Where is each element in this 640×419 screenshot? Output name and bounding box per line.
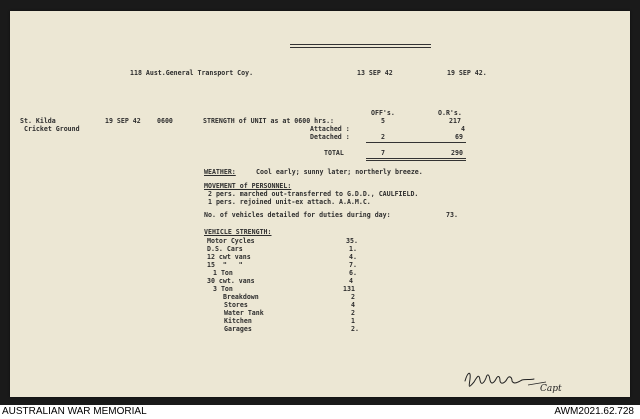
vehicle-count: 4 — [351, 301, 355, 309]
vehicle-name: D.S. Cars — [207, 245, 243, 253]
vehicle-name: 3 Ton — [213, 285, 233, 293]
title-rule-bottom — [290, 47, 431, 48]
weather-label: WEATHER: — [204, 168, 236, 176]
vehicle-count: 1 — [351, 317, 355, 325]
footer-accession-number: AWM2021.62.728 — [554, 406, 634, 417]
vehicle-count: 6. — [349, 269, 357, 277]
period-end-date: 19 SEP 42. — [447, 69, 487, 77]
entry-date: 19 SEP 42 — [105, 117, 141, 125]
attached-other-ranks-value: 4 — [461, 125, 465, 133]
col-header-officers: OFF's. — [371, 109, 395, 117]
vehicle-count: 2. — [351, 325, 359, 333]
document-sheet — [10, 11, 630, 397]
vehicle-name: 30 cwt. vans — [207, 277, 255, 285]
movement-line-1: 2 pers. marched out-transferred to G.D.D., CAULFIELD. — [208, 190, 419, 198]
vehicle-name: Stores — [224, 301, 248, 309]
footer-bar — [0, 405, 640, 419]
col-header-other-ranks: O.R's. — [438, 109, 462, 117]
vehicle-count: 2 — [351, 309, 355, 317]
weather-text: Cool early; sunny later; northerly breeze. — [256, 168, 423, 176]
attached-label: Attached : — [310, 125, 350, 133]
vehicles-detailed-label: No. of vehicles detailed for duties during day: — [204, 211, 391, 219]
total-other-ranks-value: 290 — [451, 149, 463, 157]
vehicle-count: 4 — [349, 277, 353, 285]
period-start-date: 13 SEP 42 — [357, 69, 393, 77]
vehicle-count: 7. — [349, 261, 357, 269]
unit-name: 118 Aust.General Transport Coy. — [130, 69, 254, 77]
total-rule-top — [366, 142, 466, 143]
place-line-2: Cricket Ground — [24, 125, 80, 133]
total-rule-bottom-1 — [366, 158, 466, 159]
entry-time: 0600 — [157, 117, 173, 125]
place-line-1: St. Kilda — [20, 117, 56, 125]
vehicles-detailed-value: 73. — [446, 211, 458, 219]
vehicle-name: Water Tank — [224, 309, 264, 317]
movement-line-2: 1 pers. rejoined unit-ex attach. A.A.M.C. — [208, 198, 371, 206]
strength-other-ranks-value: 217 — [449, 117, 461, 125]
vehicle-name: 12 cwt vans — [207, 253, 251, 261]
vehicle-count: 2 — [351, 293, 355, 301]
footer-institution: AUSTRALIAN WAR MEMORIAL — [2, 406, 147, 417]
detached-label: Detached : — [310, 133, 350, 141]
strength-officers-value: 5 — [381, 117, 385, 125]
total-officers-value: 7 — [381, 149, 385, 157]
vehicle-name: Garages — [224, 325, 252, 333]
detached-other-ranks-value: 69 — [455, 133, 463, 141]
movement-heading: MOVEMENT of PERSONNEL: — [204, 182, 292, 190]
vehicle-name: Motor Cycles — [207, 237, 255, 245]
signature-rank: Capt — [540, 384, 562, 394]
total-rule-bottom-2 — [366, 160, 466, 161]
vehicle-count: 35. — [346, 237, 358, 245]
strength-label: STRENGTH of UNIT as at 0600 hrs.: — [203, 117, 335, 125]
vehicle-count: 131 — [343, 285, 355, 293]
total-label: TOTAL — [324, 149, 344, 157]
vehicle-name: Kitchen — [224, 317, 252, 325]
vehicle-name: 1 Ton — [213, 269, 233, 277]
handwritten-signature — [462, 367, 572, 395]
title-rule-top — [290, 44, 431, 45]
vehicle-strength-heading: VEHICLE STRENGTH: — [204, 228, 272, 236]
vehicle-count: 1. — [349, 245, 357, 253]
detached-officers-value: 2 — [381, 133, 385, 141]
vehicle-name: 15 " " — [207, 261, 243, 269]
vehicle-name: Breakdown — [223, 293, 259, 301]
vehicle-count: 4. — [349, 253, 357, 261]
